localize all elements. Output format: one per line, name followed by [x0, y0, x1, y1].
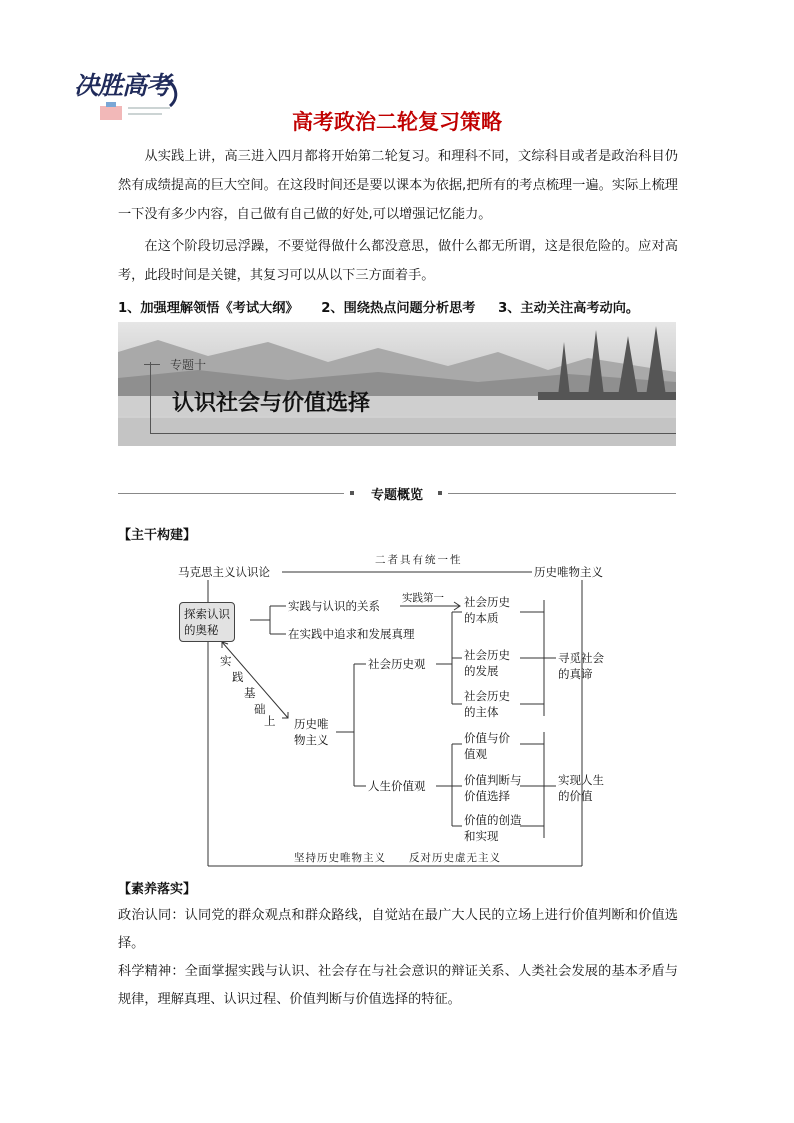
diagram-hist-mat-top: 历史唯物主义 — [534, 565, 603, 579]
literacy-political: 政治认同：认同党的群众观点和群众路线，自觉站在最广大人民的立场上进行价值判断和价值选择。 — [118, 908, 678, 951]
page-title: 高考政治二轮复习策略 — [292, 110, 502, 134]
diagram-value-create: 价值的创造 和实现 — [464, 813, 522, 843]
paragraph-2: 在这个阶段切忌浮躁，不要觉得做什么都没意思，做什么都无所谓，这是很危险的。应对高考，此段时间是关键，其复习可以从以下三方面着手。 — [118, 239, 678, 283]
diagram-explore-box: 探索认识 的奥秘 — [179, 602, 235, 642]
divider-dot-right — [438, 491, 442, 495]
banner-title: 认识社会与价值选择 — [172, 391, 371, 416]
literacy-science: 科学精神：全面掌握实践与认识、社会存在与社会意识的辩证关系、人类社会发展的基本矛盾与规律，理解真理、认识过程、价值判断与价值选择的特征。 — [118, 964, 678, 1007]
diagram-unity: 二者具有统一性 — [375, 554, 463, 566]
diagram-truth: 在实践中追求和发展真理 — [288, 627, 415, 641]
section-label-literacy: 【素养落实】 — [118, 882, 197, 897]
logo-text: 决胜高考 — [74, 71, 171, 100]
diagram-life-view: 人生价值观 — [368, 779, 426, 793]
section-label-framework: 【主干构建】 — [118, 528, 197, 543]
paragraph-1: 从实践上讲，高三进入四月都将开始第二轮复习。和理科不同，文综科目或者是政治科目仍然有成绩提高的巨大空间。在这段时间还是要以课本为依据,把所有的考点梳理一遍。实际上梳理一下没有多少内容，自己做有自己做的好处,可以增强记忆能力。 — [118, 149, 678, 222]
diagram-hist-mat: 历史唯 物主义 — [294, 717, 329, 747]
diagram-connectors — [170, 550, 630, 875]
landscape-image — [118, 322, 676, 446]
diagram-basis-char: 基 — [244, 686, 256, 700]
diagram-subject: 社会历史 的主体 — [464, 689, 510, 719]
point-3: 3、主动关注高考动向。 — [498, 301, 640, 316]
overview-label: 专题概览 — [370, 488, 423, 503]
diagram-social-view: 社会历史观 — [368, 657, 426, 671]
diagram-epistemology: 马克思主义认识论 — [178, 565, 270, 579]
topic-banner — [118, 322, 676, 446]
diagram-basis-char: 实 — [220, 654, 232, 668]
diagram-basis-char: 上 — [264, 714, 276, 728]
diagram-nature: 社会历史 的本质 — [464, 595, 510, 625]
diagram-development: 社会历史 的发展 — [464, 648, 510, 678]
diagram-value-choice: 价值判断与 价值选择 — [464, 773, 522, 803]
diagram-relation: 实践与认识的关系 — [288, 599, 380, 613]
key-points — [118, 297, 657, 316]
diagram-value-views: 价值与价 值观 — [464, 731, 510, 761]
divider-line-right — [448, 493, 676, 494]
diagram-seek-truth: 寻觅社会 的真谛 — [558, 651, 604, 681]
diagram-bottom-slogan: 坚持历史唯物主义 反对历史虚无主义 — [294, 852, 501, 864]
concept-diagram — [170, 550, 630, 875]
diagram-basis-char: 践 — [232, 670, 244, 684]
point-2: 2、围绕热点问题分析思考 — [321, 301, 476, 316]
overview-divider — [118, 482, 676, 506]
diagram-realize-value: 实现人生 的价值 — [558, 773, 604, 803]
banner-subtitle: 专题十 — [170, 358, 207, 372]
point-1: 1、加强理解领悟《考试大纲》 — [118, 301, 299, 316]
diagram-practice-first: 实践第一 — [402, 592, 444, 604]
diagram-basis-char: 础 — [254, 702, 266, 716]
